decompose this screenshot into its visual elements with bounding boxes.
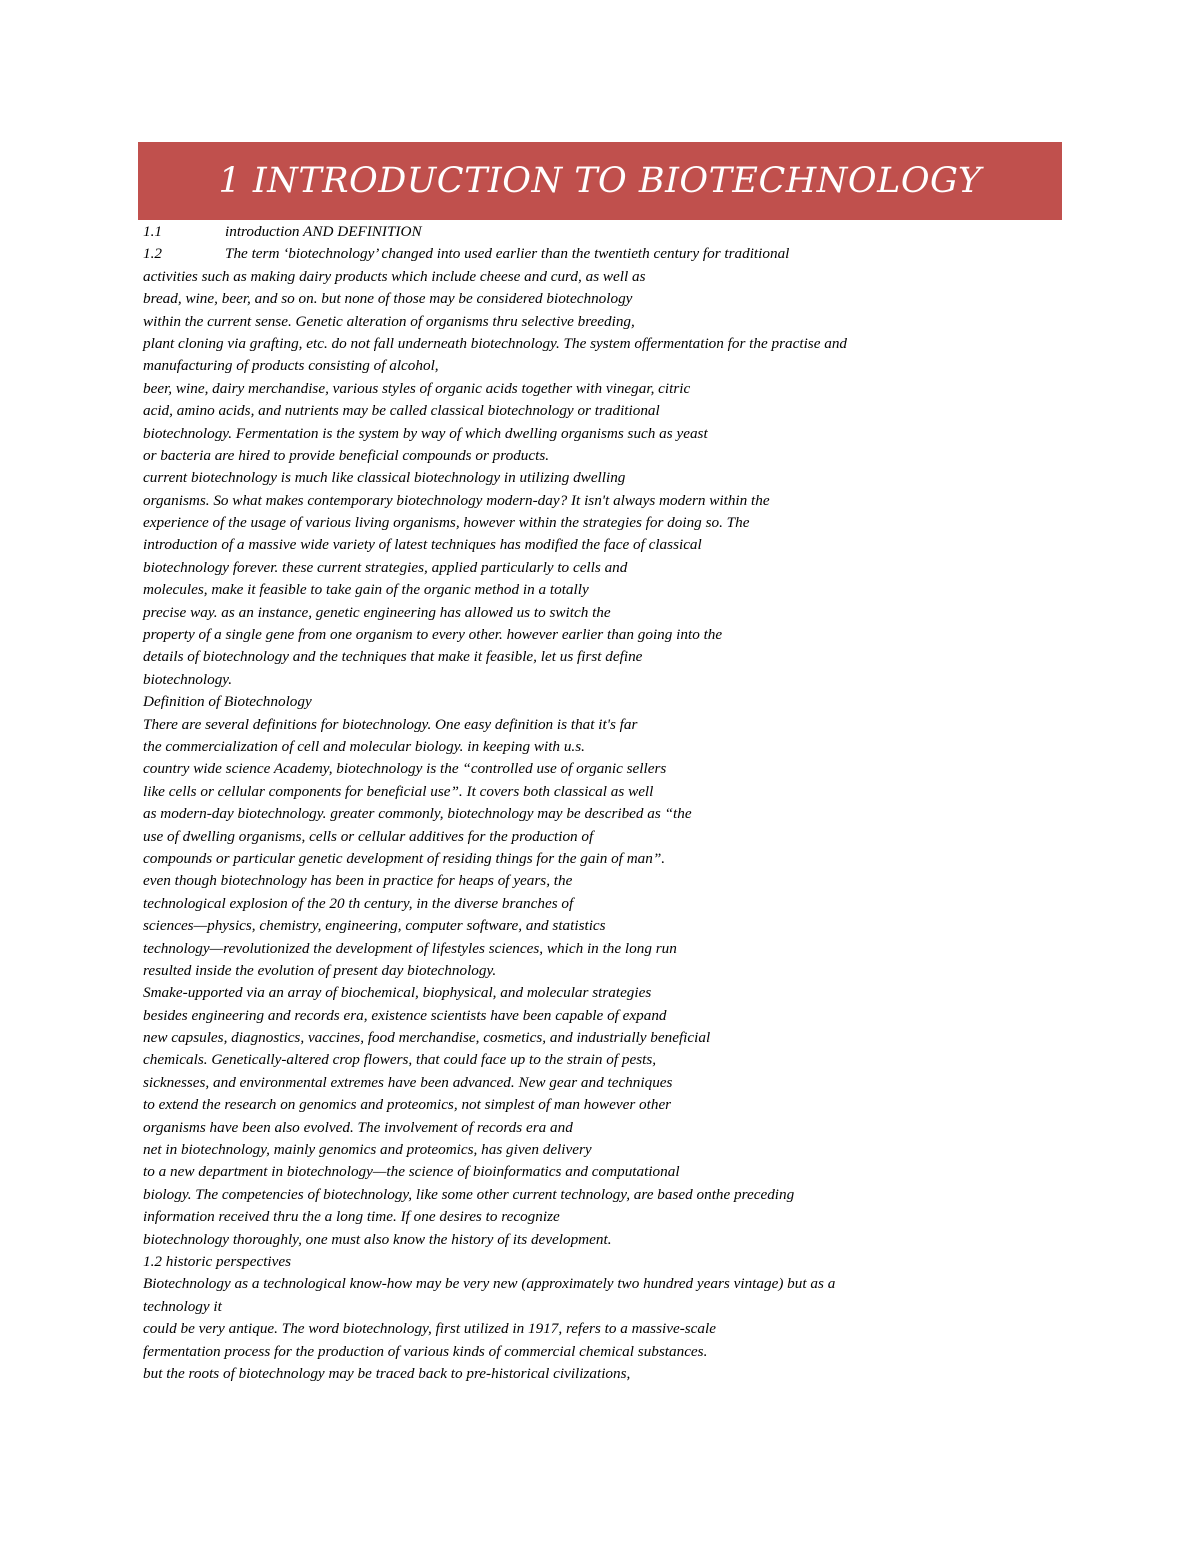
paragraph-line: chemicals. Genetically-altered crop flowers, that could face up to the strain of pests, bbox=[143, 1051, 657, 1069]
paragraph-line: sicknesses, and environmental extremes have been advanced. New gear and techniques bbox=[143, 1073, 673, 1091]
document-title: 1 INTRODUCTION TO BIOTECHNOLOGY bbox=[218, 161, 982, 201]
paragraph-line: besides engineering and records era, existence scientists have been capable of expand bbox=[143, 1006, 667, 1024]
paragraph-line: acid, amino acids, and nutrients may be called classical biotechnology or traditional bbox=[143, 402, 660, 420]
paragraph-line: to extend the research on genomics and proteomics, not simplest of man however other bbox=[143, 1096, 672, 1114]
paragraph-line: or bacteria are hired to provide beneficial compounds or products. bbox=[143, 446, 550, 464]
paragraph-line: manufacturing of products consisting of alcohol, bbox=[143, 357, 439, 375]
document-body bbox=[143, 221, 1073, 1385]
paragraph-line: bread, wine, beer, and so on. but none of those may be considered biotechnology bbox=[143, 290, 633, 308]
paragraph-line: property of a single gene from one organism to every other. however earlier than going into the bbox=[143, 626, 723, 644]
paragraph-line: biotechnology forever. these current strategies, applied particularly to cells and bbox=[143, 558, 628, 576]
paragraph-line: to a new department in biotechnology—the science of bioinformatics and computational bbox=[143, 1163, 680, 1181]
subheading-historic-perspectives: 1.2 historic perspectives bbox=[143, 1252, 292, 1270]
paragraph-line: biotechnology. bbox=[143, 670, 232, 688]
paragraph-line: organisms have been also evolved. The involvement of records era and bbox=[143, 1118, 573, 1136]
paragraph-line: net in biotechnology, mainly genomics and proteomics, has given delivery bbox=[143, 1141, 592, 1159]
paragraph-line: use of dwelling organisms, cells or cellular additives for the production of bbox=[143, 827, 594, 845]
paragraph-line: like cells or cellular components for beneficial use”. It covers both classical as well bbox=[143, 782, 654, 800]
heading-1-2 bbox=[143, 243, 1073, 265]
section-number: 1.2 bbox=[143, 245, 162, 263]
paragraph-line: even though biotechnology has been in practice for heaps of years, the bbox=[143, 872, 573, 890]
paragraph-line: technological explosion of the 20 th century, in the diverse branches of bbox=[143, 894, 574, 912]
subheading-definition: Definition of Biotechnology bbox=[143, 693, 312, 711]
paragraph-line: experience of the usage of various living organisms, however within the strategies for doing so. The bbox=[143, 514, 750, 532]
section-number: 1.1 bbox=[143, 223, 162, 240]
paragraph-line: Smake-upported via an array of biochemical, biophysical, and molecular strategies bbox=[143, 984, 652, 1002]
paragraph-line: introduction of a massive wide variety of latest techniques has modified the face of classical bbox=[143, 536, 702, 554]
paragraph-line: precise way. as an instance, genetic engineering has allowed us to switch the bbox=[143, 603, 611, 621]
paragraph-line: within the current sense. Genetic alteration of organisms thru selective breeding, bbox=[143, 312, 635, 330]
section-heading: introduction AND DEFINITION bbox=[225, 223, 422, 240]
paragraph-line: biotechnology. Fermentation is the system by way of which dwelling organisms such as yeast bbox=[143, 424, 708, 442]
heading-1-1 bbox=[143, 221, 1073, 243]
paragraph-line: biotechnology thoroughly, one must also know the history of its development. bbox=[143, 1230, 612, 1248]
paragraph-line: information received thru the a long time. If one desires to recognize bbox=[143, 1208, 560, 1226]
paragraph-line: as modern-day biotechnology. greater commonly, biotechnology may be described as “the bbox=[143, 805, 692, 823]
paragraph-line: compounds or particular genetic development of residing things for the gain of man”. bbox=[143, 849, 666, 867]
paragraph-line: new capsules, diagnostics, vaccines, food merchandise, cosmetics, and industrially beneficial bbox=[143, 1029, 711, 1047]
paragraph-line: Biotechnology as a technological know-how may be very new (approximately two hundred years vintage) but as a bbox=[143, 1275, 836, 1293]
paragraph-line: biology. The competencies of biotechnology, like some other current technology, are based onthe preceding bbox=[143, 1185, 795, 1203]
paragraph-line: could be very antique. The word biotechnology, first utilized in 1917, refers to a massive-scale bbox=[143, 1320, 716, 1338]
paragraph-line: resulted inside the evolution of present day biotechnology. bbox=[143, 961, 497, 979]
paragraph-line: beer, wine, dairy merchandise, various styles of organic acids together with vinegar, citric bbox=[143, 379, 691, 397]
paragraph-line: fermentation process for the production of various kinds of commercial chemical substances. bbox=[143, 1342, 708, 1360]
paragraph-line: activities such as making dairy products which include cheese and curd, as well as bbox=[143, 267, 646, 285]
paragraph-line: The term ‘biotechnology’ changed into used earlier than the twentieth century for traditional bbox=[225, 245, 790, 263]
paragraph-line: country wide science Academy, biotechnology is the “controlled use of organic sellers bbox=[143, 760, 667, 778]
paragraph-line: plant cloning via grafting, etc. do not fall underneath biotechnology. The system offermentation for the practise and bbox=[143, 334, 848, 352]
paragraph-line: details of biotechnology and the techniques that make it feasible, let us first define bbox=[143, 648, 643, 666]
paragraph-line: organisms. So what makes contemporary biotechnology modern-day? It isn't always modern within the bbox=[143, 491, 770, 509]
paragraph-line: molecules, make it feasible to take gain of the organic method in a totally bbox=[143, 581, 589, 599]
paragraph-line: There are several definitions for biotechnology. One easy definition is that it's far bbox=[143, 715, 638, 733]
paragraph-line: but the roots of biotechnology may be traced back to pre-historical civilizations, bbox=[143, 1364, 631, 1382]
paragraph-line: current biotechnology is much like classical biotechnology in utilizing dwelling bbox=[143, 469, 626, 487]
paragraph-line: the commercialization of cell and molecular biology. in keeping with u.s. bbox=[143, 737, 585, 755]
paragraph-line: technology—revolutionized the development of lifestyles sciences, which in the long run bbox=[143, 939, 677, 957]
paragraph-line: sciences—physics, chemistry, engineering, computer software, and statistics bbox=[143, 917, 606, 935]
paragraph-line: technology it bbox=[143, 1297, 222, 1315]
title-banner bbox=[138, 142, 1062, 220]
